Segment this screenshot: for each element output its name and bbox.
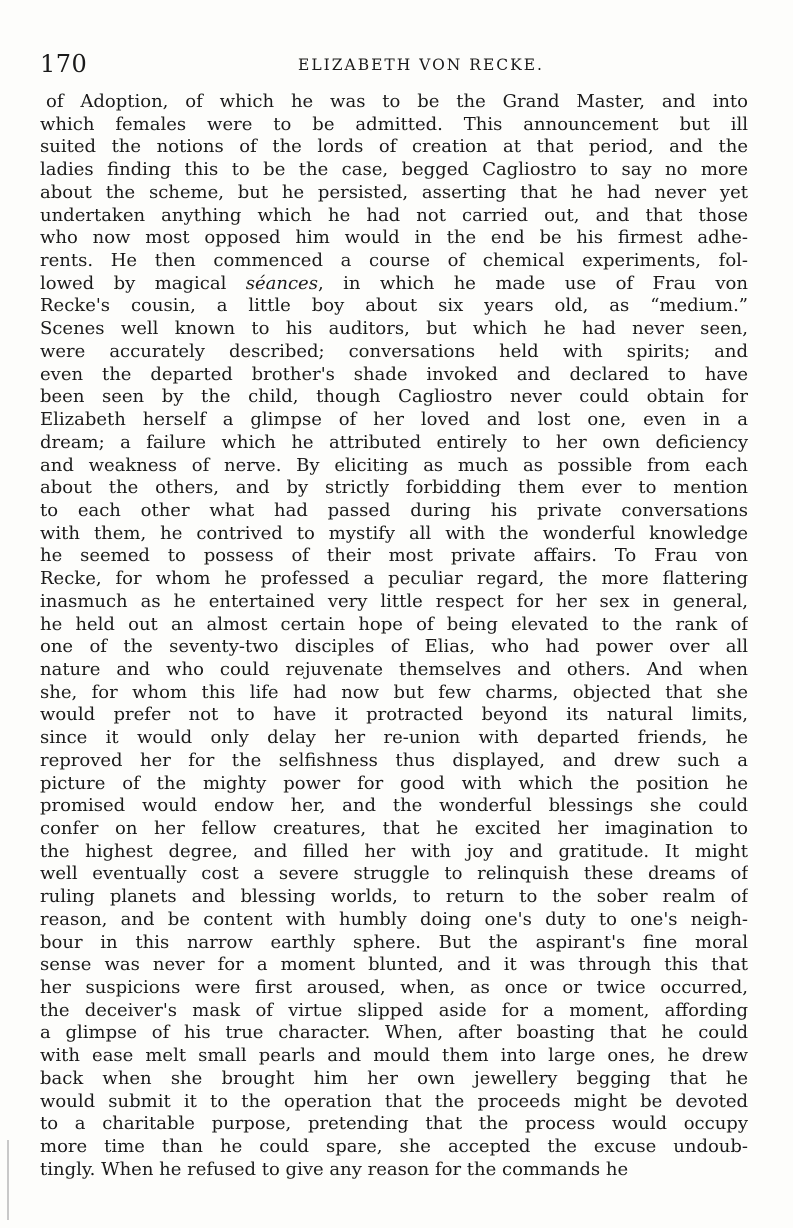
text-line: the highest degree, and filled her with joy and gratitude. It might — [40, 840, 748, 862]
text-line: reproved her for the selfishness thus displayed, and drew such a — [40, 749, 748, 771]
text-line: lowed by magical séances, in which he made use of Frau von — [40, 272, 748, 294]
text-line: were accurately described; conversations held with spirits; and — [40, 340, 748, 362]
page-edge-mark — [7, 1140, 9, 1220]
text-line: promised would endow her, and the wonderful blessings she could — [40, 795, 748, 817]
text-line: about the others, and by strictly forbidding them ever to mention — [40, 477, 748, 499]
text-line: nature and who could rejuvenate themselves and others. And when — [40, 658, 748, 680]
text-line: who now most opposed him would in the end be his firmest adhe- — [40, 227, 748, 249]
running-title: ELIZABETH VON RECKE. — [298, 56, 544, 74]
text-line: would prefer not to have it protracted beyond its natural limits, — [40, 704, 748, 726]
text-line: reason, and be content with humbly doing one's duty to one's neigh- — [40, 908, 748, 930]
text-line: suited the notions of the lords of creation at that period, and the — [40, 136, 748, 158]
text-line: well eventually cost a severe struggle to relinquish these dreams of — [40, 863, 748, 885]
page-number: 170 — [40, 50, 88, 78]
text-line: more time than he could spare, she accepted the excuse undoub- — [40, 1136, 748, 1158]
italic-term: séances — [245, 272, 318, 294]
text-line: picture of the mighty power for good with which the position he — [40, 772, 748, 794]
text-line: Scenes well known to his auditors, but which he had never seen, — [40, 318, 748, 340]
text-line: ruling planets and blessing worlds, to return to the sober realm of — [40, 886, 748, 908]
text-line: of Adoption, of which he was to be the Grand Master, and into — [46, 91, 748, 112]
text-line: which females were to be admitted. This announcement but ill — [40, 113, 748, 135]
text-line: sense was never for a moment blunted, and it was through this that — [40, 954, 748, 976]
text-line: about the scheme, but he persisted, asserting that he had never yet — [40, 181, 748, 203]
text-line: ladies finding this to be the case, begged Cagliostro to say no more — [40, 159, 748, 181]
text-line: her suspicions were first aroused, when, as once or twice occurred, — [40, 977, 748, 999]
text-line: and weakness of nerve. By eliciting as much as possible from each — [40, 454, 748, 476]
text-line: even the departed brother's shade invoked and declared to have — [40, 363, 748, 385]
text-line: to each other what had passed during his private conversations — [40, 499, 748, 521]
text-line: Recke's cousin, a little boy about six years old, as “medium.” — [40, 295, 748, 317]
body-text — [40, 91, 748, 1182]
text-line: he seemed to possess of their most private affairs. To Frau von — [40, 545, 748, 567]
text-line: inasmuch as he entertained very little respect for her sex in general, — [40, 590, 748, 612]
text-line: with ease melt small pearls and mould them into large ones, he drew — [40, 1045, 748, 1067]
text-line: would submit it to the operation that the proceeds might be devoted — [40, 1090, 748, 1112]
text-line: since it would only delay her re-union with departed friends, he — [40, 727, 748, 749]
text-line: undertaken anything which he had not carried out, and that those — [40, 204, 748, 226]
text-line: back when she brought him her own jewellery begging that he — [40, 1067, 748, 1089]
text-line: rents. He then commenced a course of chemical experiments, fol- — [40, 250, 748, 272]
text-line: a glimpse of his true character. When, after boasting that he could — [40, 1022, 748, 1044]
text-line: confer on her fellow creatures, that he excited her imagination to — [40, 818, 748, 839]
text-line: she, for whom this life had now but few charms, objected that she — [40, 681, 748, 703]
page-header — [40, 48, 762, 80]
text-line: Recke, for whom he professed a peculiar regard, the more flattering — [40, 568, 748, 590]
text-line: tingly. When he refused to give any reason for the commands he — [40, 1158, 629, 1180]
text-line: Elizabeth herself a glimpse of her loved and lost one, even in a — [40, 409, 748, 431]
text-line: with them, he contrived to mystify all with the wonderful knowledge — [40, 522, 748, 544]
text-line: bour in this narrow earthly sphere. But the aspirant's fine moral — [40, 931, 748, 953]
text-line: the deceiver's mask of virtue slipped aside for a moment, affording — [40, 999, 748, 1021]
text-line: one of the seventy-two disciples of Elias, who had power over all — [40, 636, 748, 658]
text-line: dream; a failure which he attributed entirely to her own deficiency — [40, 431, 748, 453]
text-line: to a charitable purpose, pretending that the process would occupy — [40, 1113, 748, 1135]
text-line: been seen by the child, though Cagliostro never could obtain for — [40, 386, 748, 408]
text-line: he held out an almost certain hope of being elevated to the rank of — [40, 613, 748, 635]
